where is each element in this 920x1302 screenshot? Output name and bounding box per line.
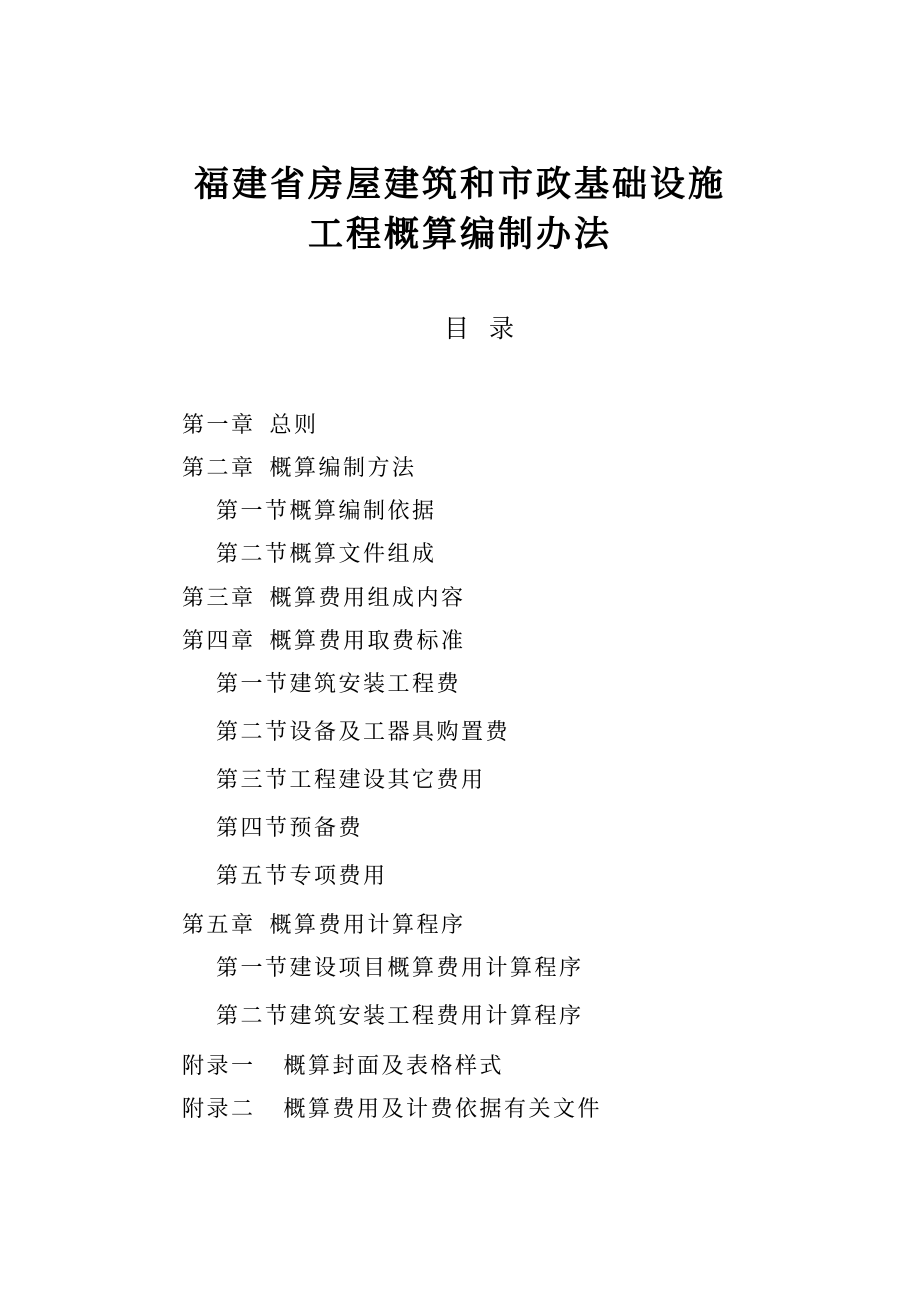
toc-section-label: 第一节	[216, 672, 290, 697]
toc-chapter-4-label: 第四章	[182, 629, 256, 654]
toc-section-title: 概算编制依据	[289, 499, 437, 524]
toc-section-title: 建筑安装工程费	[289, 672, 462, 697]
toc-section-title: 概算文件组成	[289, 542, 437, 567]
toc-chapter-4-section-2	[216, 718, 510, 748]
toc-chapter-3	[182, 584, 466, 614]
toc-chapter-3-label: 第三章	[182, 586, 256, 611]
toc-section-label: 第五节	[216, 864, 290, 889]
toc-chapter-4-title: 概算费用取费标准	[269, 629, 466, 654]
toc-section-title: 预备费	[289, 816, 364, 841]
toc-appendix-2-title: 概算费用及计费依据有关文件	[283, 1097, 603, 1122]
toc-chapter-5-section-2	[216, 1002, 584, 1032]
toc-chapter-5	[182, 911, 466, 941]
toc-section-title: 专项费用	[289, 864, 388, 889]
toc-section-label: 第二节	[216, 720, 290, 745]
toc-chapter-2-section-1	[216, 497, 437, 527]
toc-chapter-2-section-2	[216, 540, 437, 570]
toc-chapter-2-label: 第二章	[182, 456, 256, 481]
document-title-line-2: 工程概算编制办法	[307, 215, 612, 255]
document-title-line-1: 福建省房屋建筑和市政基础设施	[193, 165, 726, 205]
toc-appendix-1-title: 概算封面及表格样式	[283, 1054, 505, 1079]
toc-chapter-4-section-4	[216, 814, 363, 844]
toc-appendix-2	[182, 1095, 602, 1125]
toc-appendix-2-label: 附录二	[182, 1097, 256, 1122]
toc-chapter-2	[182, 454, 417, 484]
toc-chapter-1	[182, 411, 319, 441]
toc-chapter-5-label: 第五章	[182, 913, 256, 938]
toc-section-label: 第一节	[216, 499, 290, 524]
toc-section-label: 第一节	[216, 956, 290, 981]
toc-chapter-4-section-1	[216, 670, 461, 700]
toc-appendix-1	[182, 1052, 504, 1082]
toc-chapter-2-title: 概算编制方法	[269, 456, 417, 481]
toc-chapter-4-section-5	[216, 862, 388, 892]
toc-chapter-1-title: 总则	[269, 413, 319, 438]
toc-section-title: 建设项目概算费用计算程序	[289, 956, 584, 981]
toc-section-title: 工程建设其它费用	[289, 768, 486, 793]
toc-chapter-4	[182, 627, 466, 657]
toc-heading: 目录	[443, 314, 534, 343]
toc-chapter-3-title: 概算费用组成内容	[269, 586, 466, 611]
toc-section-label: 第三节	[216, 768, 290, 793]
toc-section-title: 设备及工器具购置费	[289, 720, 511, 745]
toc-section-label: 第二节	[216, 542, 290, 567]
toc-section-label: 第四节	[216, 816, 290, 841]
toc-section-label: 第二节	[216, 1004, 290, 1029]
toc-chapter-4-section-3	[216, 766, 486, 796]
toc-chapter-5-section-1	[216, 954, 584, 984]
toc-chapter-1-label: 第一章	[182, 413, 256, 438]
toc-appendix-1-label: 附录一	[182, 1054, 256, 1079]
toc-chapter-5-title: 概算费用计算程序	[269, 913, 466, 938]
toc-section-title: 建筑安装工程费用计算程序	[289, 1004, 584, 1029]
